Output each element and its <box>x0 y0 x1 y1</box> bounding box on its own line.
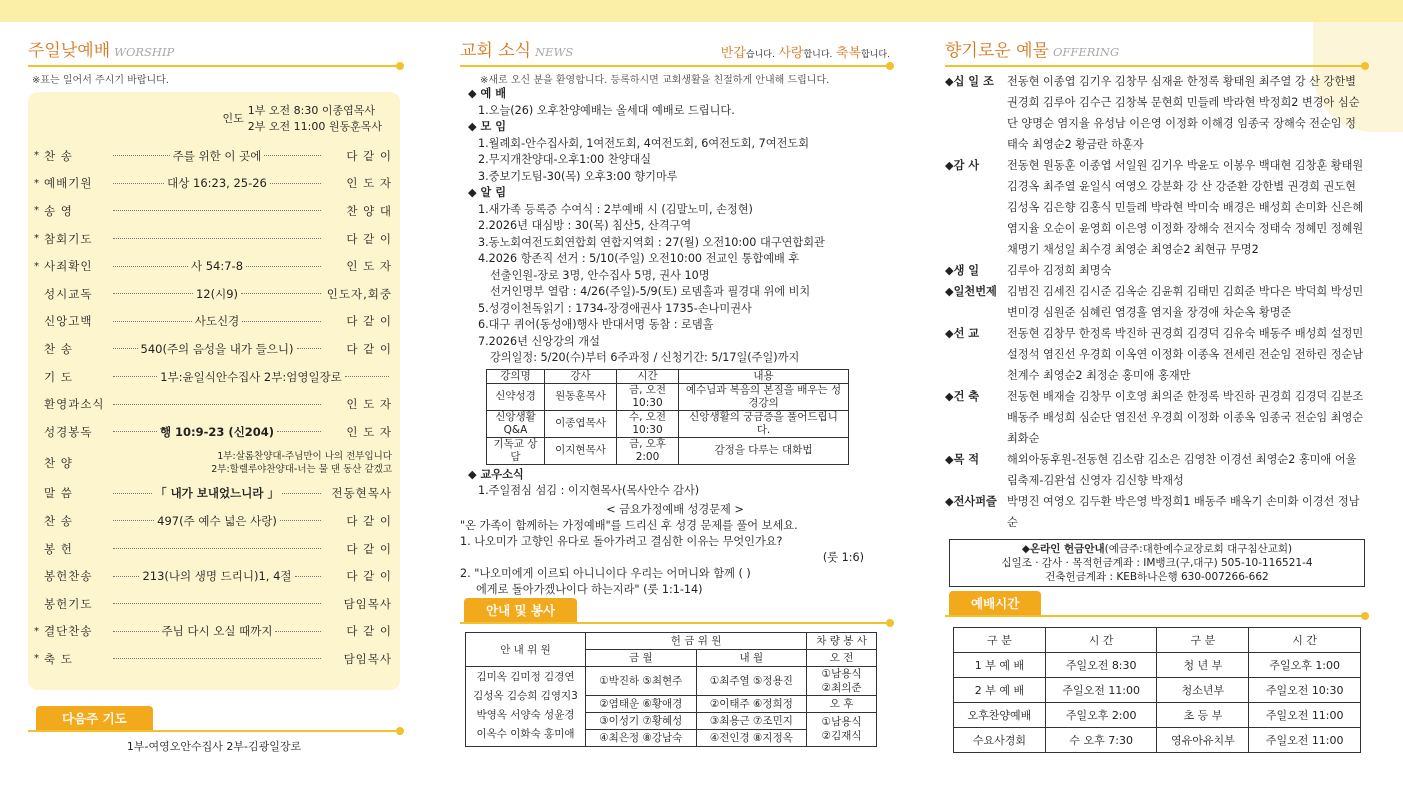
worship-title: 주일낮예배 WORSHIP <box>28 41 175 61</box>
worship-order-list <box>34 142 392 673</box>
order-content: 213(나의 생명 드리니)1, 4절 <box>142 569 292 584</box>
order-content: 주를 위한 이 곳에 <box>172 148 262 163</box>
table-row: ④최은정 ⑧강남숙 ④전인경 ⑧지정옥 <box>466 729 877 746</box>
order-leader: 다 같 이 <box>346 148 392 163</box>
divider <box>460 622 890 624</box>
order-name: 예배기원 <box>44 176 93 191</box>
order-name: 송 영 <box>44 203 73 218</box>
order-name: 성시교독 <box>44 286 93 301</box>
news-subitem: 선출인원-장로 3명, 안수집사 5명, 권사 10명 <box>490 268 710 282</box>
worship-order-row <box>34 225 392 253</box>
order-leader: 다 같 이 <box>346 569 392 584</box>
offering-row <box>945 449 1365 491</box>
offering-title: 향기로운 예물 OFFERING <box>945 41 1120 61</box>
worship-time-tab: 예배시간 <box>949 591 1041 615</box>
worship-order-row <box>34 535 392 563</box>
news-item: 4.2026 항존직 선거 : 5/10(주일) 오전10:00 전교인 통합예배 후 <box>478 252 800 265</box>
news-heading: ◆ 알 림 <box>468 186 507 199</box>
table-row: ②염태운 ⑥황애경 ②이태주 ⑥정희정 오 후 <box>466 695 877 712</box>
worship-order-row <box>34 590 392 618</box>
news-note: ※새로 오신 분을 환영합니다. 등록하시면 교회생활을 친절하게 안내해 드립니다. <box>480 75 830 86</box>
worship-order-row <box>34 170 392 198</box>
order-content: 사도신경 <box>194 314 240 329</box>
worship-order-row <box>34 197 392 225</box>
order-name: 봉헌기도 <box>44 596 93 611</box>
order-name: 봉헌찬송 <box>44 569 93 584</box>
order-leader: 전동현목사 <box>331 486 392 501</box>
order-name: 찬 송 <box>44 148 73 163</box>
offering-type: ◆선 교 <box>945 327 980 340</box>
stand-marker: * <box>34 260 39 272</box>
order-content: 540(주의 음성을 내가 들으니) <box>140 341 294 356</box>
stand-marker: * <box>34 177 39 189</box>
worship-order-row <box>34 280 392 308</box>
table-row: 수요사경회 수 오후 7:30 영유아유치부 주일오전 11:00 <box>954 728 1361 753</box>
order-leader: 인 도 자 <box>346 259 392 274</box>
worship-order-row <box>34 252 392 280</box>
table-row: 신앙생활 Q&A 이종엽목사 수, 오전 10:30 신앙생활의 궁금증을 풀어드립니다. <box>487 410 849 437</box>
news-item: 5.성경이천독읽기 : 1734-장경애권사 1735-손나미권사 <box>478 301 752 315</box>
offering-names: 전동현 배재술 김창무 이호영 최의준 한정록 박진하 권경희 김경덕 김분조 배동주 배성희 심순단 염진선 우경희 이정화 이종옥 임종국 전순임 최영순 최화순 <box>1007 390 1364 445</box>
news-item: 3.동노회여전도회연합회 연합지역회 : 27(월) 오전10:00 대구연합회관 <box>478 235 825 249</box>
volunteer-table: 안 내 위 원 헌 금 위 원 차 량 봉 사 금 월 내 월 오 전 김미옥 김미정 김경연 김성옥 김승희 김영지3 박영옥 서양숙 성윤경 이옥수 이화숙 홍미애 ①박진하 ⑤최현주 ①최주열 ⑤정용진 ①남용식 ②최의준 ②염태운 ⑥황애경 ②이태주 ⑥정희정 오 후 ③이성기 ⑦황혜성 ③최용근 ⑦조민지 ①남용식 ②김재식 ④최은정 ⑧강남숙 ④전인경 ⑧지정옥 <box>465 632 877 747</box>
quiz-title: < 금요가정예배 성경문제 > <box>606 502 744 516</box>
order-name: 축 도 <box>44 651 73 666</box>
table-header: 내용 <box>679 369 849 383</box>
order-content: 대상 16:23, 25-26 <box>167 176 267 191</box>
stand-marker: * <box>34 653 39 665</box>
class-info: 강의일정: 5/20(수)부터 6주과정 / 신청기간: 5/17일(주일)까지 <box>490 351 800 364</box>
order-content: 12(시9) <box>195 286 239 301</box>
offering-row <box>945 155 1365 260</box>
news-item: 1.새가족 등록증 수여식 : 2부예배 시 (김말노미, 손정현) <box>478 202 753 216</box>
table-header: 시간 <box>617 369 679 383</box>
worship-time-table: 구 분 시 간 구 분 시 간 1 부 예 배 주일오전 8:30 청 년 부 주일오후 1:00 2 부 예 배 주일오전 11:00 청소년부 주일오전 10:30 오후찬양예배 주일오후 2:00 초 등 부 주일오전 11:00 수요사경회 수 오후 7:30 영유아유치부 주일오전 11:00 <box>953 627 1361 753</box>
news-title: 교회 소식 NEWS <box>460 41 574 61</box>
order-name: 환영과소식 <box>44 397 105 412</box>
order-name: 신앙고백 <box>44 314 93 329</box>
order-name: 말 씀 <box>44 486 73 501</box>
offering-type: ◆건 축 <box>945 390 980 403</box>
news-heading: ◆ 교우소식 <box>468 467 524 481</box>
order-leader: 다 같 이 <box>346 341 392 356</box>
order-leader: 다 같 이 <box>346 624 392 639</box>
bank-account: 건축헌금계좌 : KEB하나은행 630-007266-662 <box>1045 571 1269 583</box>
stand-marker: * <box>34 625 39 637</box>
leader-line: 2부 오전 11:00 원동훈목사 <box>247 120 382 133</box>
news-item: 2.2026년 대심방 : 30(목) 침산5, 산격구역 <box>478 219 692 232</box>
worship-order-row <box>34 446 392 480</box>
order-leader: 다 같 이 <box>346 231 392 246</box>
offering-names: 해외아동후원-전동현 김소람 김소은 김영찬 이경선 최영순2 홍미애 어울림축제-김완섭 신영자 김신향 박재성 <box>1007 453 1357 487</box>
news-item: 2.무지개찬양대-오후1:00 찬양대실 <box>478 153 652 166</box>
divider <box>945 615 1365 617</box>
table-row: 2 부 예 배 주일오전 11:00 청소년부 주일오전 10:30 <box>954 678 1361 703</box>
order-leader: 다 같 이 <box>346 541 392 556</box>
worship-order-row <box>34 308 392 336</box>
worship-section <box>28 36 400 754</box>
news-heading: ◆ 모 임 <box>468 120 507 133</box>
offering-type: ◆전사퍼즐 <box>945 495 997 508</box>
table-row: 신약성경 원동훈목사 금, 오전 10:30 예수님과 복음의 본질을 배우는 성경강의 <box>487 383 849 410</box>
order-content: 사 54:7-8 <box>190 259 244 274</box>
table-header: 강의명 <box>487 369 545 383</box>
order-name: 참회기도 <box>44 231 93 246</box>
choir-songs: 1부:살롬찬양대-주님만이 나의 전부입니다 2부:할렐루야찬양대-너는 물 댄 동산 같겠고 <box>211 450 392 475</box>
offering-row <box>945 71 1365 155</box>
news-item: 1.주일점심 섬김 : 이지현목사(목사안수 감사) <box>478 484 700 497</box>
news-item: 3.중보기도팀-30(목) 오후3:00 향기마루 <box>478 169 678 183</box>
offering-list <box>945 71 1365 533</box>
order-name: 봉 헌 <box>44 541 73 556</box>
worship-order-box <box>28 92 400 690</box>
top-bar <box>0 0 1403 22</box>
news-heading: ◆ 예 배 <box>468 87 507 100</box>
order-leader: 인 도 자 <box>346 176 392 191</box>
table-row: 1 부 예 배 주일오전 8:30 청 년 부 주일오후 1:00 <box>954 653 1361 678</box>
online-offering-box: ◆온라인 헌금안내(예금주:대한예수교장로회 대구침산교회) 십일조 · 감사 · 목적헌금계좌 : IM뱅크(구,대구) 505-10-116521-4 건축헌금계좌 : KEB하나은행 630-007266-662 <box>949 539 1365 587</box>
offering-row <box>945 260 1365 281</box>
worship-order-row <box>34 418 392 446</box>
quiz-line: "온 가족이 함께하는 가정예배"를 드리신 후 성경 문제를 풀어 보세요. <box>460 518 798 532</box>
volunteer-tab: 안내 및 봉사 <box>464 598 577 622</box>
offering-names: 전동현 원동훈 이종엽 서일원 김기우 박윤도 이봉우 백대현 김창훈 황태원 김경옥 최주열 윤일식 여영오 강분화 강 산 강준환 강한별 권경희 권도현 김성옥 김은향 김홍식 민들레 박라현 박미숙 배경은 배성희 손미화 신은혜 염지율 오순이 윤영희 이은영 이정화 장해숙 전지숙 정태숙 정혜민 정혜원 채명기 채성일 최수경 최영순 최영순2 최현규 무명2 <box>1007 159 1364 256</box>
order-name: 성경봉독 <box>44 424 93 439</box>
order-leader: 다 같 이 <box>346 513 392 528</box>
order-name: 결단찬송 <box>44 624 93 639</box>
order-leader: 담임목사 <box>343 651 392 666</box>
news-item: 1.월례회-안수집사회, 1여전도회, 4여전도회, 6여전도회, 7여전도회 <box>478 136 810 150</box>
order-leader: 담임목사 <box>343 596 392 611</box>
table-row: 기독교 상담 이지현목사 금, 오후 2:00 감정을 다루는 대화법 <box>487 437 849 464</box>
worship-note: ※표는 일어서 주시기 바랍니다. <box>32 75 170 86</box>
offering-row <box>945 281 1365 323</box>
table-header: 강사 <box>545 369 617 383</box>
quiz-line: 에게로 돌아가겠나이다 하는지라" (룻 1:1-14) <box>476 582 703 596</box>
table-row: 오후찬양예배 주일오후 2:00 초 등 부 주일오전 11:00 <box>954 703 1361 728</box>
news-item: 6.대구 퀴어(동성애)행사 반대서명 동참 : 로뎀홀 <box>478 318 714 331</box>
news-item: 7.2026년 신앙강의 개설 <box>478 334 600 348</box>
order-content: 497(주 예수 넓은 사랑) <box>157 513 277 528</box>
class-table <box>486 369 849 465</box>
offering-type: ◆감 사 <box>945 159 980 172</box>
table-row: 김미옥 김미정 김경연 김성옥 김승희 김영지3 박영옥 서양숙 성윤경 이옥수 이화숙 홍미애 ①박진하 ⑤최현주 ①최주열 ⑤정용진 ①남용식 ②최의준 <box>466 666 877 695</box>
order-content: 주님 다시 오실 때까지 <box>161 624 273 639</box>
worship-order-row <box>34 618 392 646</box>
worship-order-row <box>34 562 392 590</box>
offering-names: 김루아 김정희 최명숙 <box>1007 264 1112 277</box>
worship-order-row <box>34 390 392 418</box>
order-name: 기 도 <box>44 369 73 384</box>
stand-marker: * <box>34 233 39 245</box>
worship-order-row <box>34 645 392 673</box>
next-prayer-tab: 다음주 기도 <box>36 706 153 730</box>
order-content: 1부:윤일식안수집사 2부:엄영일장로 <box>160 369 342 384</box>
order-leader: 찬 양 대 <box>346 203 392 218</box>
order-name: 찬 송 <box>44 513 73 528</box>
order-leader: 인 도 자 <box>346 424 392 439</box>
worship-order-row <box>34 142 392 170</box>
quiz-line: 1. 나오미가 고향인 유다로 돌아가려고 결심한 이유는 무엇인가요? <box>460 534 783 548</box>
divider <box>945 65 1365 67</box>
offering-section <box>945 36 1365 753</box>
divider <box>28 65 400 67</box>
offering-type: ◆목 적 <box>945 453 980 466</box>
news-section <box>460 36 890 747</box>
worship-order-row <box>34 363 392 391</box>
order-leader: 인 도 자 <box>346 397 392 412</box>
worship-order-row <box>34 335 392 363</box>
offering-row <box>945 386 1365 449</box>
offering-type: ◆일천번제 <box>945 285 997 298</box>
offering-row <box>945 491 1365 533</box>
divider <box>28 730 400 732</box>
stand-marker: * <box>34 205 39 217</box>
divider <box>460 65 890 67</box>
offering-names: 전동현 김창무 한정록 박진하 권경희 김경덕 김유숙 배동주 배성희 설정민 설정석 염진선 우경희 이옥연 이정화 이종옥 전세린 전순임 전하린 정순남 천계수 최영순2 최정순 홍미애 홍재만 <box>1007 327 1364 382</box>
order-leader: 다 같 이 <box>346 314 392 329</box>
leader-line: 1부 오전 8:30 이종엽목사 <box>247 104 375 117</box>
quiz-line: 2. "나오미에게 이르되 아니니이다 우리는 어머니와 함께 ( ) <box>460 566 751 580</box>
order-name: 찬 양 <box>44 455 73 470</box>
bible-quiz <box>460 502 890 598</box>
stand-marker: * <box>34 150 39 162</box>
order-name: 사죄확인 <box>44 259 93 274</box>
bank-account: 십일조 · 감사 · 목적헌금계좌 : IM뱅크(구,대구) 505-10-116521-4 <box>1001 557 1313 569</box>
offering-names: 김범진 김세진 김시준 김옥순 김윤휘 김태민 김희준 박다은 박덕희 박성민 변미경 심원준 심혜린 염경흘 염지율 장경애 차순옥 황명준 <box>1007 285 1364 319</box>
worship-order-row <box>34 507 392 535</box>
worship-leaders: 인도 1부 오전 8:30 이종엽목사 2부 오전 11:00 원동훈목사 <box>222 104 382 133</box>
order-content: 「 내가 보내었느니라 」 <box>155 486 279 501</box>
news-subitem: 선거인명부 열람 : 4/26(주일)-5/9(토) 로뎀홀과 필경대 위에 비치 <box>490 285 811 298</box>
news-header <box>460 36 890 61</box>
worship-order-row <box>34 480 392 508</box>
next-prayer-text: 1부-여영오안수집사 2부-김광일장로 <box>126 740 302 753</box>
news-item: 1.오늘(26) 오후찬양예배는 올세대 예배로 드립니다. <box>478 103 735 117</box>
offering-type: ◆십 일 조 <box>945 75 994 88</box>
quiz-line: (룻 1:6) <box>822 550 864 564</box>
order-leader: 인도자,회중 <box>326 286 392 301</box>
offering-type: ◆생 일 <box>945 264 980 277</box>
offering-names: 박명진 여영오 김두환 박은영 박정희1 배동주 배옥기 손미화 이경선 정남순 <box>1007 495 1360 529</box>
table-row: ③이성기 ⑦황혜성 ③최용근 ⑦조민지 ①남용식 ②김재식 <box>466 712 877 729</box>
order-name: 찬 송 <box>44 341 73 356</box>
news-body <box>468 86 890 500</box>
news-headline: 반갑습니다. 사랑합니다. 축복합니다. <box>720 46 890 61</box>
offering-row <box>945 323 1365 386</box>
offering-names: 전동현 이종엽 김기우 김창무 심재윤 한정록 황태원 최주열 강 산 강한별 권경희 김루아 김수근 김창복 문현희 민들레 박라현 박정희2 변경아 심순단 양명순 염지율 유성남 이은영 이정화 이해경 임종국 장해숙 전순임 정태숙 최영순2 황금란 하훈자 <box>1007 75 1360 151</box>
order-content: 행 10:9-23 (신204) <box>159 424 275 439</box>
